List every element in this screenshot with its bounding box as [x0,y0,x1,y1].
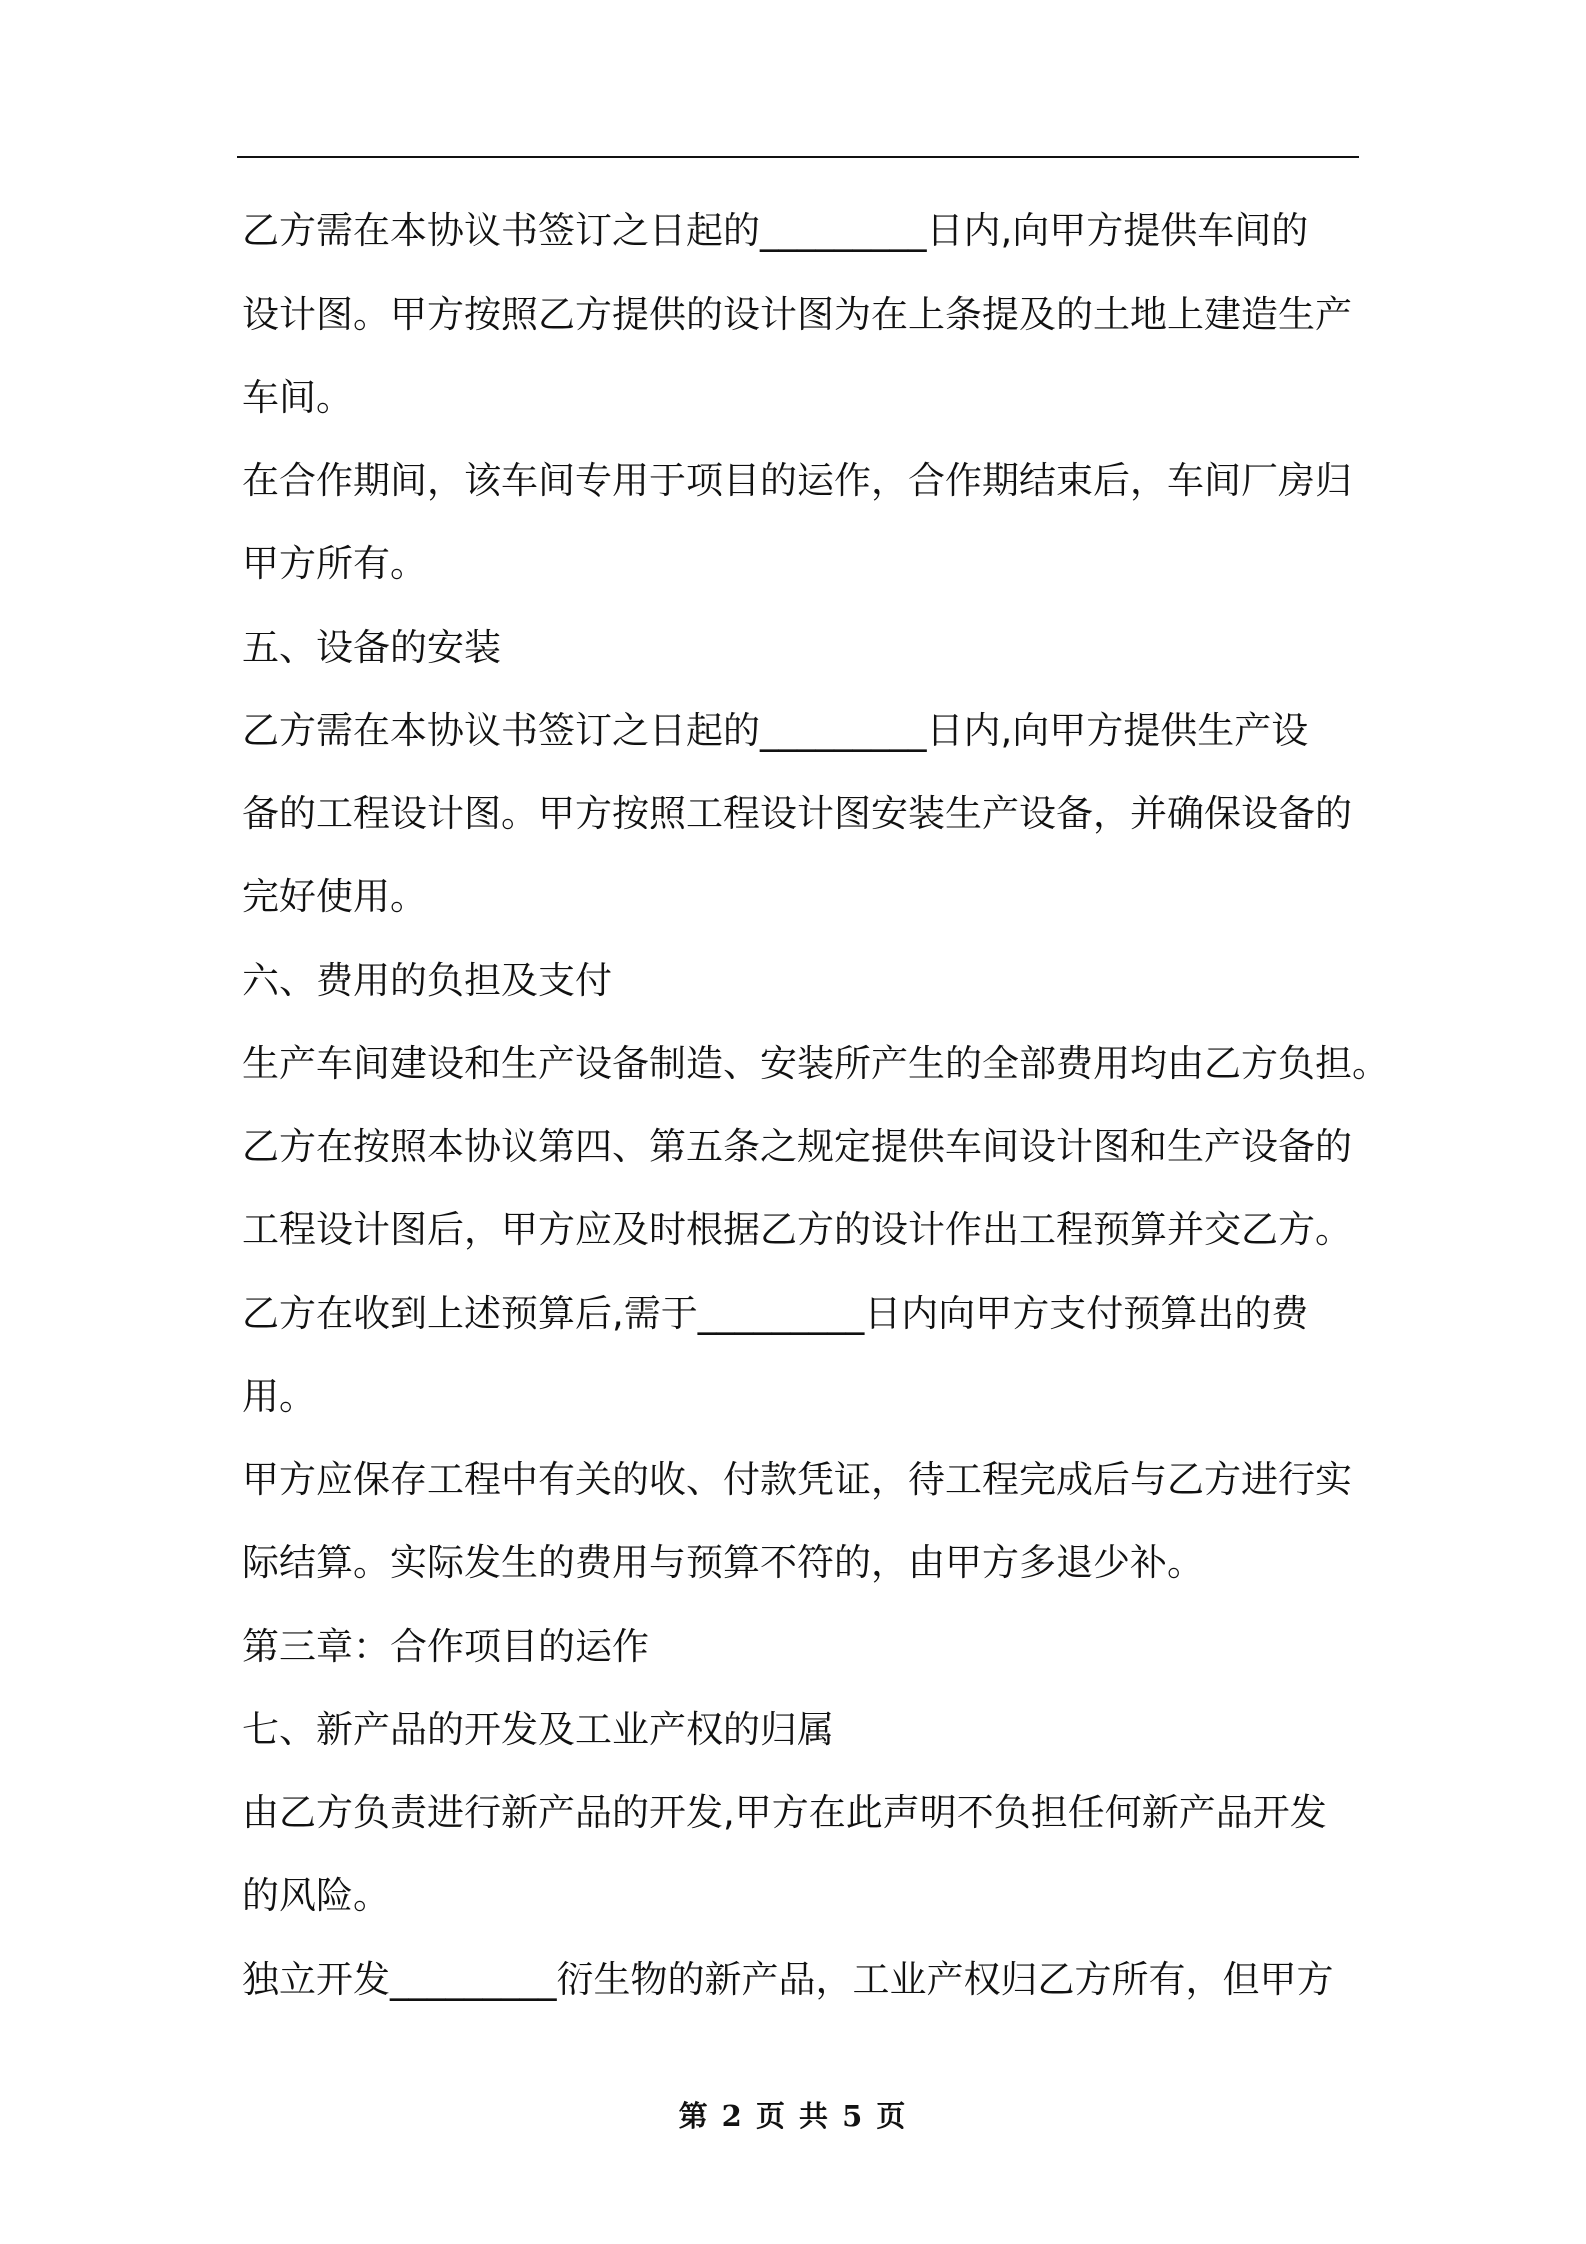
body-line-7: 乙方需在本协议书签订之日起的_________日内,向甲方提供生产设 [242,709,1309,752]
body-line-21: 的风险。 [242,1874,390,1917]
body-line-12: 乙方在按照本协议第四、第五条之规定提供车间设计图和生产设备的 [242,1125,1352,1168]
body-line-14: 乙方在收到上述预算后,需于_________日内向甲方支付预算出的费 [242,1292,1309,1335]
body-line-17: 际结算。实际发生的费用与预算不符的，由甲方多退少补。 [242,1541,1204,1584]
body-line-22: 独立开发_________衍生物的新产品，工业产权归乙方所有，但甲方 [242,1958,1334,2001]
body-line-13: 工程设计图后，甲方应及时根据乙方的设计作出工程预算并交乙方。 [242,1208,1352,1251]
body-line-3: 车间。 [242,376,353,419]
header-rule [237,156,1359,158]
body-line-5: 甲方所有。 [242,542,427,585]
section-heading-7: 七、新产品的开发及工业产权的归属 [242,1708,834,1751]
body-line-8: 备的工程设计图。甲方按照工程设计图安装生产设备，并确保设备的 [242,792,1352,835]
body-line-16: 甲方应保存工程中有关的收、付款凭证，待工程完成后与乙方进行实 [242,1458,1352,1501]
body-line-11: 生产车间建设和生产设备制造、安装所产生的全部费用均由乙方负担。 [242,1042,1389,1085]
body-line-4: 在合作期间，该车间专用于项目的运作，合作期结束后，车间厂房归 [242,459,1352,502]
page-number-footer: 第 2 页 共 5 页 [678,2099,908,2133]
section-heading-6: 六、费用的负担及支付 [242,959,612,1002]
body-line-1: 乙方需在本协议书签订之日起的_________日内,向甲方提供车间的 [242,209,1309,252]
body-line-20: 由乙方负责进行新产品的开发,甲方在此声明不负担任何新产品开发 [242,1791,1327,1834]
body-line-9: 完好使用。 [242,875,427,918]
chapter-heading-3: 第三章：合作项目的运作 [242,1625,649,1668]
section-heading-5: 五、设备的安装 [242,626,501,669]
body-line-15: 用。 [242,1375,316,1418]
body-line-2: 设计图。甲方按照乙方提供的设计图为在上条提及的土地上建造生产 [242,293,1352,336]
